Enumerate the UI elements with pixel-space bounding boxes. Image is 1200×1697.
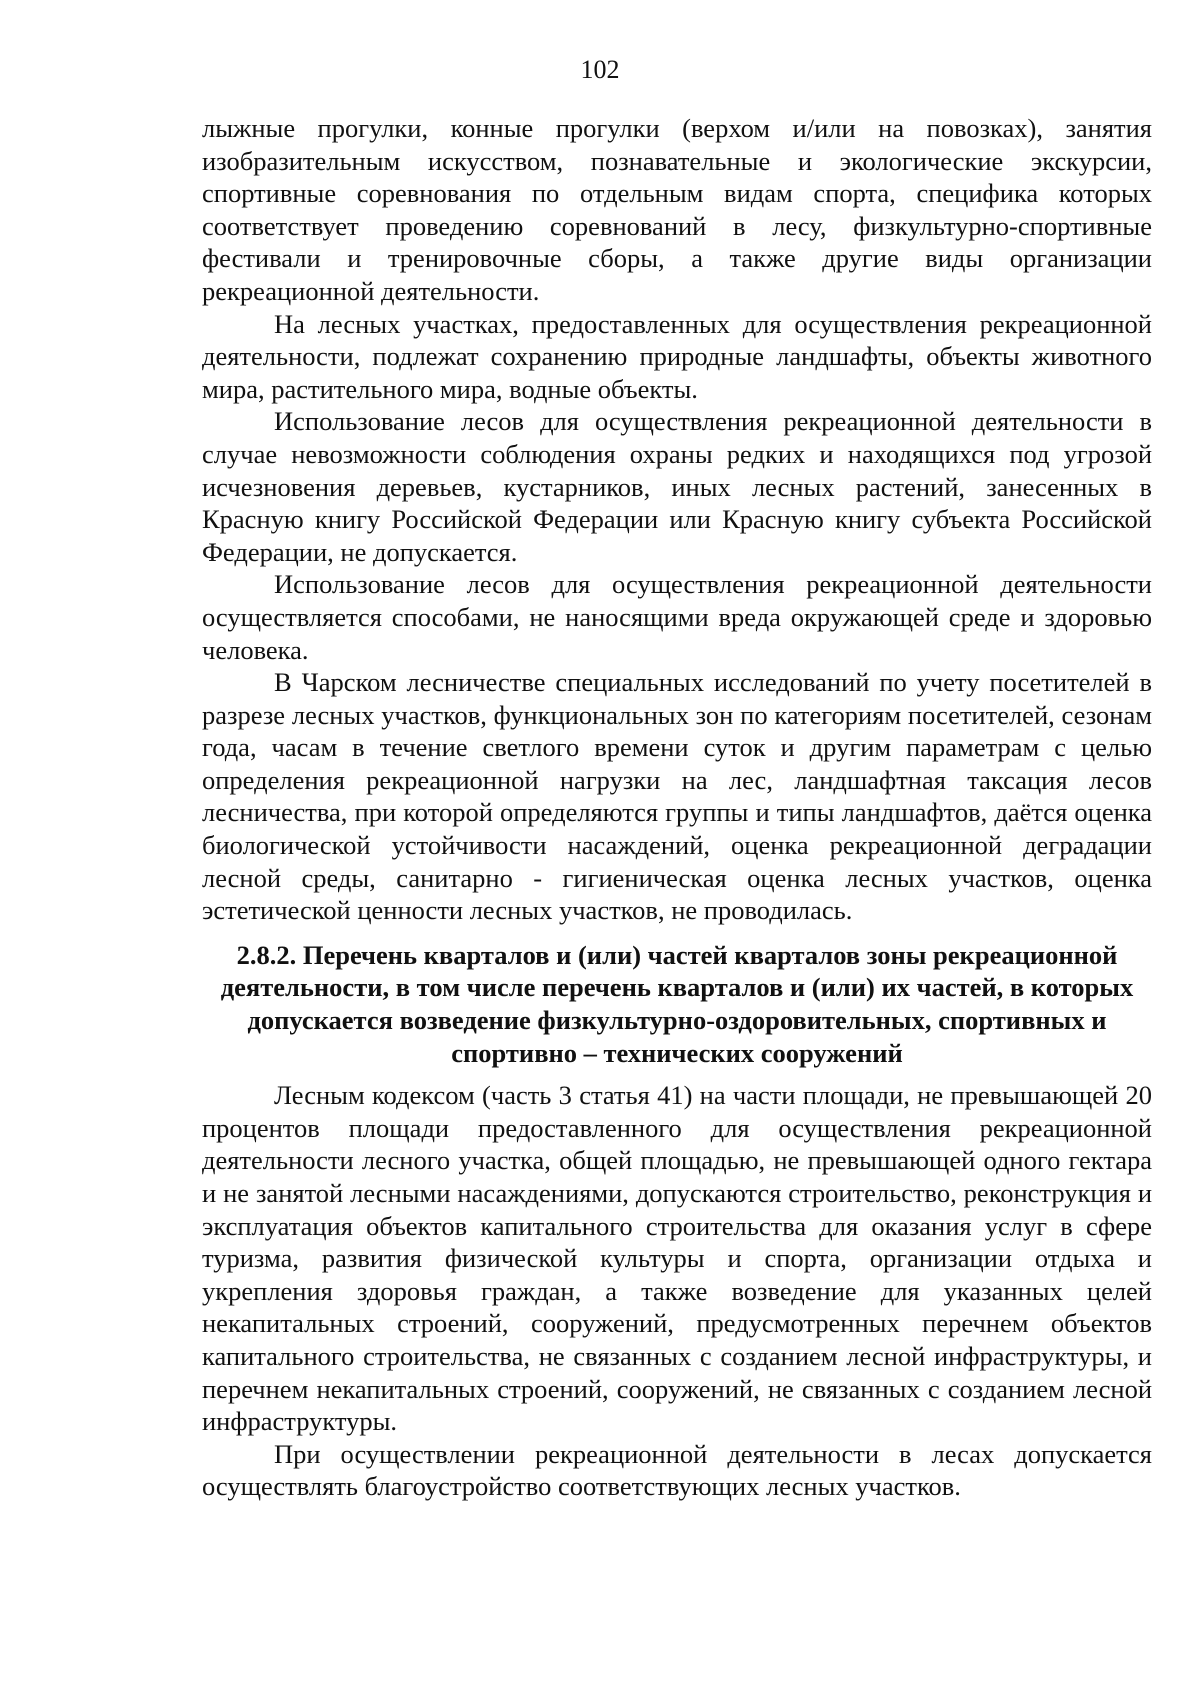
- paragraph-landscape-preservation: На лесных участках, предоставленных для осуществления рекреационной деятельности, подлежат сохранению природные ландшафты, объекты животного мира, растительного мира, водные объекты.: [202, 308, 1152, 404]
- paragraph-chara-research: В Чарском лесничестве специальных исследований по учету посетителей в разрезе лесных участков, функциональных зон по категориям посетителей, сезонам года, часам в течение светлого времени суток и другим параметрам с целью определения рекреационной нагрузки на лес, ландшафтная таксация лесов лесничества, при которой определяются группы и типы ландшафтов, даётся оценка биологической устойчивости насаждений, оценка рекреационной деградации лесной среды, санитарно - гигиеническая оценка лесных участков, оценка эстетической ценности лесных участков, не проводилась.: [202, 667, 1152, 926]
- paragraph-red-book: Использование лесов для осуществления рекреационной деятельности в случае невозможности соблюдения охраны редких и находящихся под угрозой исчезновения деревьев, кустарников, иных лесных растений, занесенных в Красную книгу Российской Федерации или Красную книгу субъекта Российской Федерации, не допускается.: [202, 406, 1152, 567]
- document-body: [202, 112, 1152, 1503]
- paragraph-forest-code: Лесным кодексом (часть 3 статья 41) на части площади, не превышающей 20 процентов площади предоставленного для осуществления рекреационной деятельности лесного участка, общей площадью, не превышающей одного гектара и не занятой лесными насаждениями, допускаются строительство, реконструкция и эксплуатация объектов капитального строительства для оказания услуг в сфере туризма, развития физической культуры и спорта, организации отдыха и укрепления здоровья граждан, а также возведение для указанных целей некапитальных строений, сооружений, предусмотренных перечнем объектов капитального строительства, не связанных с созданием лесной инфраструктуры, и перечнем некапитальных строений, сооружений, не связанных с созданием лесной инфраструктуры.: [202, 1080, 1152, 1437]
- section-heading: 2.8.2. Перечень кварталов и (или) частей кварталов зоны рекреационной деятельности, в том числе перечень кварталов и (или) их частей, в которых допускается возведение физкультурно-оздоровительных, спортивных и спортивно – технических сооружений: [220, 939, 1134, 1068]
- page-number: 102: [580, 55, 620, 84]
- paragraph-continuation: лыжные прогулки, конные прогулки (верхом и/или на повозках), занятия изобразительным искусством, познавательные и экологические экскурсии, спортивные соревнования по отдельным видам спорта, специфика которых соответствует проведению соревнований в лесу, физкультурно-спортивные фестивали и тренировочные сборы, а также другие виды организации рекреационной деятельности.: [202, 113, 1152, 306]
- paragraph-improvement: При осуществлении рекреационной деятельности в лесах допускается осуществлять благоустройство соответствующих лесных участков.: [202, 1438, 1152, 1502]
- paragraph-methods: Использование лесов для осуществления рекреационной деятельности осуществляется способами, не наносящими вреда окружающей среде и здоровью человека.: [202, 569, 1152, 665]
